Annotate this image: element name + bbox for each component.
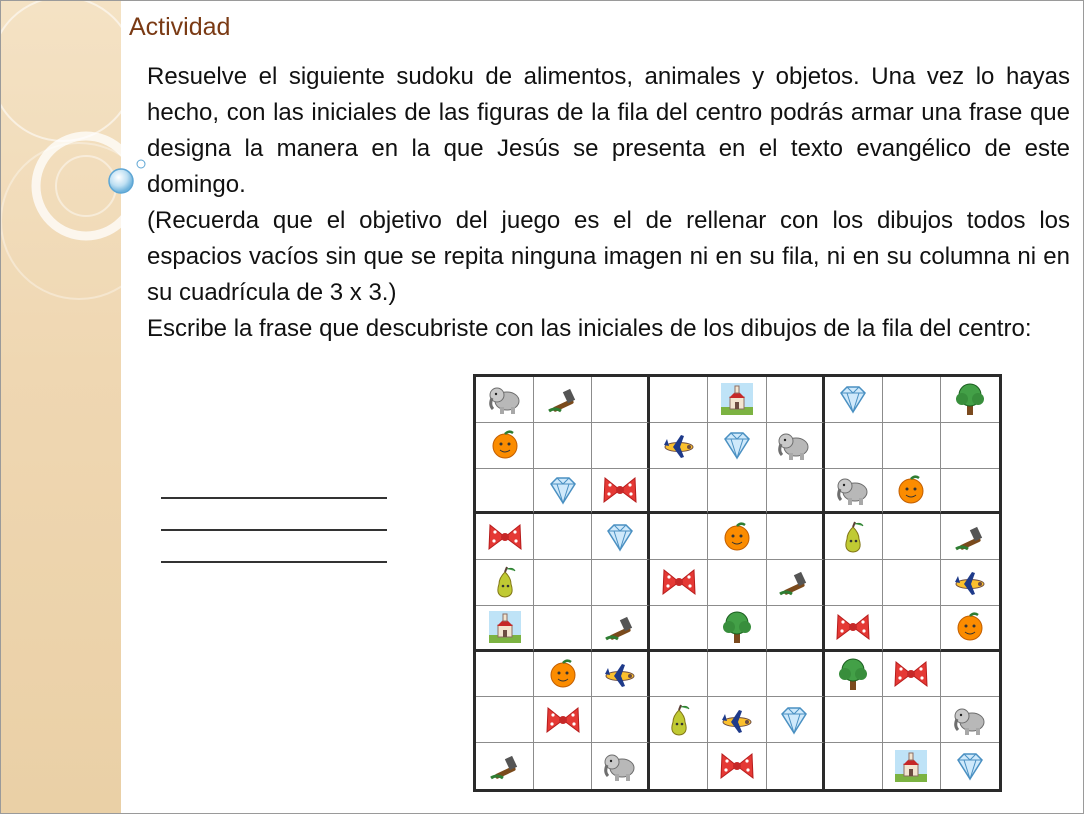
sudoku-cell-r5c3[interactable] [592, 560, 650, 606]
diamond-icon [717, 427, 757, 463]
sudoku-cell-r2c9[interactable] [941, 423, 999, 469]
sudoku-cell-r4c9[interactable] [941, 514, 999, 560]
sudoku-cell-r5c5[interactable] [708, 560, 766, 606]
sudoku-cell-r6c7[interactable] [825, 606, 883, 652]
sudoku-cell-r3c1[interactable] [476, 469, 534, 515]
sudoku-cell-r6c9[interactable] [941, 606, 999, 652]
sudoku-cell-r7c9[interactable] [941, 652, 999, 698]
sudoku-cell-r2c1[interactable] [476, 423, 534, 469]
sudoku-cell-r8c4[interactable] [650, 697, 708, 743]
sudoku-cell-r6c4[interactable] [650, 606, 708, 652]
diamond-icon [543, 472, 583, 508]
sudoku-cell-r7c4[interactable] [650, 652, 708, 698]
sudoku-cell-r4c7[interactable] [825, 514, 883, 560]
bow-icon [543, 702, 583, 738]
sudoku-cell-r8c1[interactable] [476, 697, 534, 743]
sudoku-cell-r9c3[interactable] [592, 743, 650, 789]
elephant-icon [485, 381, 525, 417]
sudoku-grid [473, 374, 1002, 792]
orange-icon [717, 519, 757, 555]
slide-title: Actividad [129, 13, 231, 41]
sudoku-cell-r6c6[interactable] [767, 606, 825, 652]
elephant-icon [833, 472, 873, 508]
sudoku-cell-r1c1[interactable] [476, 377, 534, 423]
orange-icon [950, 609, 990, 645]
sudoku-cell-r3c5[interactable] [708, 469, 766, 515]
sudoku-cell-r6c8[interactable] [883, 606, 941, 652]
hammer-icon [600, 609, 640, 645]
instructions [147, 59, 1070, 347]
sudoku-cell-r9c8[interactable] [883, 743, 941, 789]
airplane-icon [950, 564, 990, 600]
sudoku-cell-r9c1[interactable] [476, 743, 534, 789]
airplane-icon [600, 656, 640, 692]
sudoku-cell-r7c8[interactable] [883, 652, 941, 698]
sudoku-cell-r1c9[interactable] [941, 377, 999, 423]
airplane-icon [717, 702, 757, 738]
orange-icon [543, 656, 583, 692]
sudoku-cell-r7c7[interactable] [825, 652, 883, 698]
sudoku-cell-r2c3[interactable] [592, 423, 650, 469]
diamond-icon [833, 381, 873, 417]
church-icon [485, 609, 525, 645]
sudoku-cell-r1c6[interactable] [767, 377, 825, 423]
tree-icon [950, 381, 990, 417]
sudoku-cell-r4c5[interactable] [708, 514, 766, 560]
sudoku-cell-r2c4[interactable] [650, 423, 708, 469]
sudoku-cell-r3c8[interactable] [883, 469, 941, 515]
bow-icon [891, 656, 931, 692]
sudoku-cell-r6c3[interactable] [592, 606, 650, 652]
hammer-icon [543, 381, 583, 417]
tree-icon [833, 656, 873, 692]
sudoku-cell-r6c5[interactable] [708, 606, 766, 652]
hammer-icon [485, 748, 525, 784]
answer-lines[interactable] [161, 467, 387, 563]
sudoku-cell-r5c9[interactable] [941, 560, 999, 606]
elephant-icon [950, 702, 990, 738]
sudoku-cell-r8c2[interactable] [534, 697, 592, 743]
sudoku-cell-r2c6[interactable] [767, 423, 825, 469]
church-icon [891, 748, 931, 784]
airplane-icon [659, 427, 699, 463]
sudoku-cell-r4c6[interactable] [767, 514, 825, 560]
sudoku-cell-r3c2[interactable] [534, 469, 592, 515]
diamond-icon [600, 519, 640, 555]
orange-icon [891, 472, 931, 508]
instruction-note: (Recuerda que el objetivo del juego es el de rellenar con los dibujos todos los espacios vacíos sin que se repita ninguna imagen ni en su fila, ni en su columna ni en su cuadrícula de 3 x 3.) [147, 207, 1070, 306]
tree-icon [717, 609, 757, 645]
pear-icon [659, 702, 699, 738]
sudoku-cell-r4c1[interactable] [476, 514, 534, 560]
sudoku-cell-r4c8[interactable] [883, 514, 941, 560]
bow-icon [833, 609, 873, 645]
sudoku-cell-r4c2[interactable] [534, 514, 592, 560]
answer-line[interactable] [161, 499, 387, 531]
sudoku-cell-r3c6[interactable] [767, 469, 825, 515]
elephant-icon [600, 748, 640, 784]
sudoku-cell-r2c8[interactable] [883, 423, 941, 469]
hammer-icon [774, 564, 814, 600]
sudoku-cell-r5c2[interactable] [534, 560, 592, 606]
sudoku-cell-r3c3[interactable] [592, 469, 650, 515]
sudoku-cell-r8c7[interactable] [825, 697, 883, 743]
sudoku-cell-r9c9[interactable] [941, 743, 999, 789]
sudoku-cell-r5c8[interactable] [883, 560, 941, 606]
answer-line[interactable] [161, 531, 387, 563]
pear-icon [833, 519, 873, 555]
sudoku-cell-r1c3[interactable] [592, 377, 650, 423]
sudoku-cell-r2c5[interactable] [708, 423, 766, 469]
sudoku-cell-r7c5[interactable] [708, 652, 766, 698]
sudoku-cell-r9c2[interactable] [534, 743, 592, 789]
sudoku-cell-r5c7[interactable] [825, 560, 883, 606]
sudoku-cell-r5c1[interactable] [476, 560, 534, 606]
diamond-icon [774, 702, 814, 738]
sudoku-cell-r1c8[interactable] [883, 377, 941, 423]
pear-icon [485, 564, 525, 600]
hammer-icon [950, 519, 990, 555]
sudoku-cell-r5c6[interactable] [767, 560, 825, 606]
sudoku-cell-r3c9[interactable] [941, 469, 999, 515]
sudoku-cell-r8c3[interactable] [592, 697, 650, 743]
instruction-prompt: Escribe la frase que descubriste con las iniciales de los dibujos de la fila del centro: [147, 315, 1032, 342]
decorative-sidebar [1, 1, 121, 813]
sudoku-cell-r8c6[interactable] [767, 697, 825, 743]
bullet-orb [101, 151, 151, 201]
sudoku-cell-r2c7[interactable] [825, 423, 883, 469]
sudoku-cell-r3c7[interactable] [825, 469, 883, 515]
sudoku-cell-r9c5[interactable] [708, 743, 766, 789]
sudoku-cell-r7c6[interactable] [767, 652, 825, 698]
sudoku-cell-r6c2[interactable] [534, 606, 592, 652]
sudoku-cell-r6c1[interactable] [476, 606, 534, 652]
bow-icon [485, 519, 525, 555]
sudoku-cell-r9c7[interactable] [825, 743, 883, 789]
decorative-circles [1, 1, 121, 813]
sudoku-cell-r1c2[interactable] [534, 377, 592, 423]
elephant-icon [774, 427, 814, 463]
sudoku-cell-r8c9[interactable] [941, 697, 999, 743]
sudoku-cell-r1c4[interactable] [650, 377, 708, 423]
diamond-icon [950, 748, 990, 784]
bow-icon [600, 472, 640, 508]
instruction-paragraph: Resuelve el siguiente sudoku de alimentos, animales y objetos. Una vez lo hayas hecho, con las iniciales de las figuras de la fila del centro podrás armar una frase que designa la manera en la que Jesús se presenta en el texto evangélico de este domingo. [147, 63, 1070, 198]
sudoku-cell-r8c5[interactable] [708, 697, 766, 743]
orange-icon [485, 427, 525, 463]
bow-icon [717, 748, 757, 784]
sudoku-cell-r4c4[interactable] [650, 514, 708, 560]
sudoku-cell-r4c3[interactable] [592, 514, 650, 560]
sudoku-cell-r9c4[interactable] [650, 743, 708, 789]
sudoku-cell-r7c3[interactable] [592, 652, 650, 698]
sudoku-cell-r1c7[interactable] [825, 377, 883, 423]
sudoku-cell-r5c4[interactable] [650, 560, 708, 606]
bow-icon [659, 564, 699, 600]
sudoku-cell-r2c2[interactable] [534, 423, 592, 469]
sudoku-cell-r8c8[interactable] [883, 697, 941, 743]
sudoku-cell-r9c6[interactable] [767, 743, 825, 789]
answer-line[interactable] [161, 467, 387, 499]
sudoku-cell-r1c5[interactable] [708, 377, 766, 423]
sudoku-cell-r7c2[interactable] [534, 652, 592, 698]
sudoku-cell-r7c1[interactable] [476, 652, 534, 698]
church-icon [717, 381, 757, 417]
sudoku-cell-r3c4[interactable] [650, 469, 708, 515]
